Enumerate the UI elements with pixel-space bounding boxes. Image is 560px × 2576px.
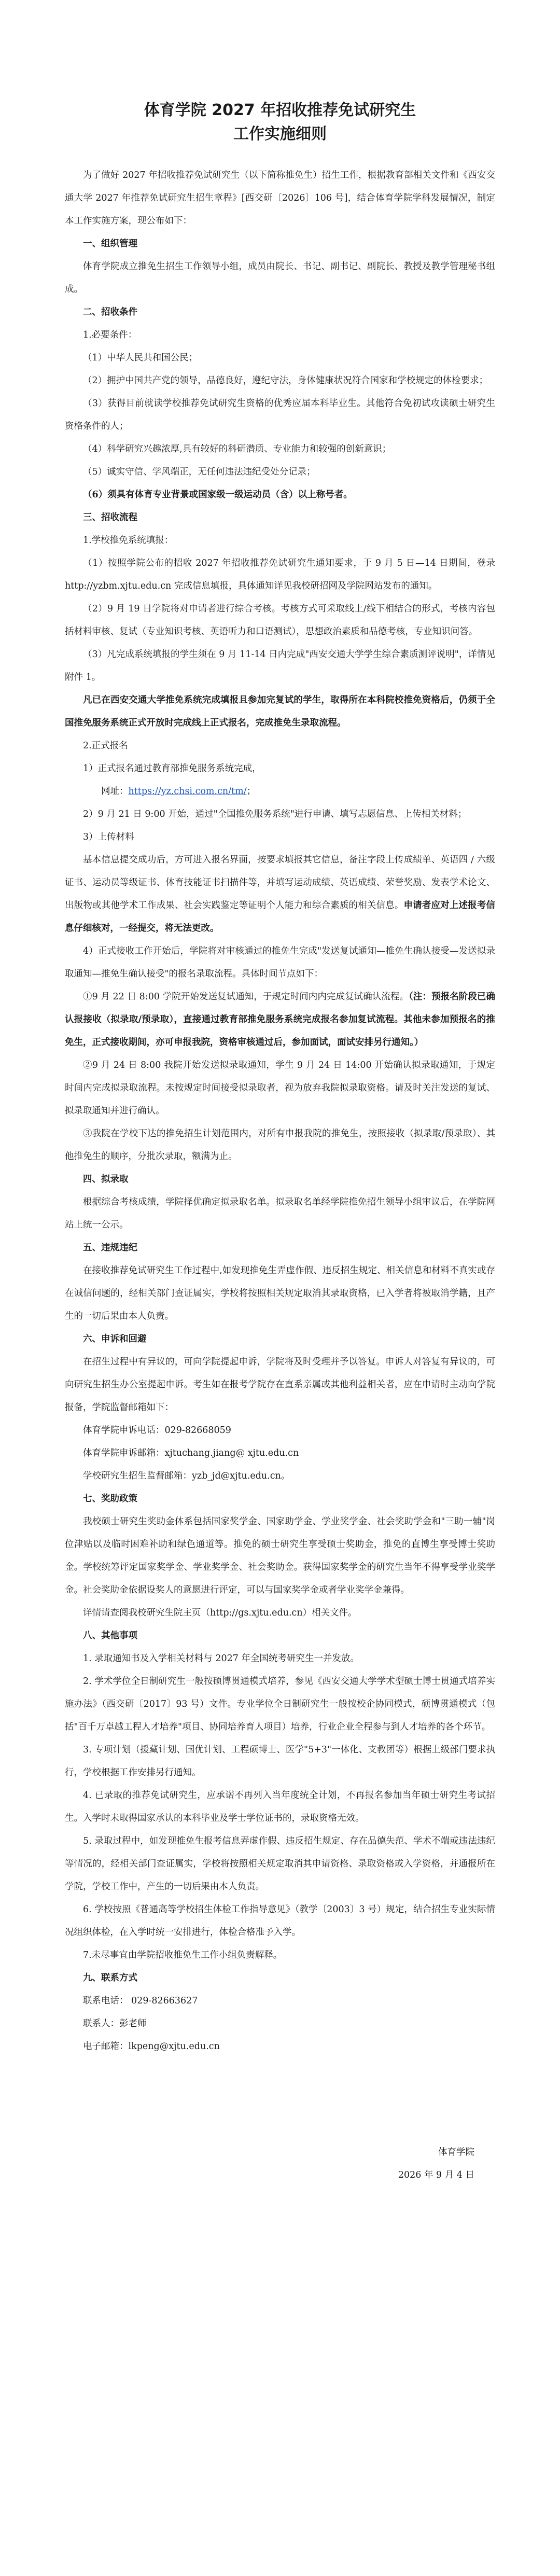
section-heading-scholarships: 七、奖助政策 [83, 1494, 137, 1504]
title-line-2: 工作实施细则 [233, 125, 327, 143]
other-item: 3. 专项计划（援藏计划、国优计划、工程硕博士、医学"5+3"一体化、支教团等）根据上级部门要求执行，学校根据工作安排另行通知。 [65, 1745, 495, 1778]
contact-email: 电子邮箱：lkpeng@xjtu.edu.cn [83, 2041, 220, 2052]
retest-paragraph [65, 985, 495, 1054]
other-item: 7.未尽事宜由学院招收推免生工作小组负责解释。 [83, 1950, 283, 1960]
appeals-email: 体育学院申诉邮箱：xjtuchang.jiang@ xjtu.edu.cn [83, 1448, 299, 1458]
process-paragraph-bold: 凡已在西安交通大学推免系统完成填报且参加完复试的学生，取得所在本科院校推免资格后，仍须于全国推免服务系统正式开放时完成线上正式报名，完成推免生录取流程。 [65, 695, 495, 728]
condition-item: （1）中华人民共和国公民； [83, 353, 198, 363]
section-heading-contact: 九、联系方式 [83, 1973, 137, 1983]
process-paragraph-3: （3）凡完成系统填报的学生须在 9 月 11-14 日内完成"西安交通大学学生综合素质测评说明"，详情见附件 1。 [65, 649, 495, 683]
other-item: 4. 已录取的推荐免试研究生，应承诺不再列入当年度统全计划，不再报名参加当年硕士研究生考试招生。入学时未取得国家承认的本科毕业及学士学位证书的，录取资格无效。 [65, 1790, 495, 1823]
signature-block [65, 2141, 495, 2187]
scholarships-text: 我校硕士研究生奖助金体系包括国家奖学金、国家助学金、学业奖学金、社会奖助学金和"三助一辅"岗位津贴以及临时困难补助和绿色通道等。推免的硕士研究生享受硕士奖助金，推免的直博生享受博士奖助金。学校统筹评定国家奖学金、学业奖学金、社会奖助金。获得国家奖学金的研究生当年不得享受学业奖学金。社会奖助金依据设奖人的意愿进行评定，可以与国家奖学金或者学业奖学金兼得。 [65, 1516, 495, 1595]
condition-item: （3）获得目前就读学校推荐免试研究生资格的优秀应届本科毕业生。其他符合免初试攻读硕士研究生资格条件的人； [65, 398, 495, 431]
supervision-email: 学校研究生招生监督邮箱：yzb_jd@xjtu.edu.cn。 [83, 1471, 290, 1481]
registration-site-link[interactable]: https://yz.chsi.com.cn/tm/ [128, 786, 247, 797]
upload-materials-paragraph [65, 848, 495, 940]
registration-site-end: ； [246, 786, 256, 797]
section-heading-admission: 四、拟录取 [83, 1174, 129, 1185]
section-heading-other: 八、其他事项 [83, 1631, 137, 1641]
retest-text: ①9 月 22 日 8:00 学院开始发送复试通知，于规定时间内内完成复试确认流程。 [83, 992, 409, 1002]
contact-phone: 联系电话： 029-82663627 [83, 1996, 198, 2006]
section-heading-organization: 一、组织管理 [83, 239, 137, 249]
admission-paragraph: ②9 月 24 日 8:00 我院开始发送拟录取通知，学生 9 月 24 日 14:00 开始确认拟录取通知，于规定时间内完成拟录取流程。未按规定时间接受拟录取者，视为放弃我院拟录取资格。请及时关注发送的复试、拟录取通知并进行确认。 [65, 1060, 495, 1116]
condition-item: （2）拥护中国共产党的领导，品德良好，遵纪守法，身体健康状况符合国家和学校规定的体检要求； [83, 375, 488, 386]
appeals-text: 在招生过程中有异议的，可向学院提起申诉，学院将及时受理并予以答复。申诉人对答复有异议的，可向研究生招生办公室提起申诉。考生如在报考学院存在直系亲属或其他利益相关者，应在申请时主动向学院报备，学院监督邮箱如下： [65, 1357, 495, 1413]
retest-note: （注：预报名阶段已确认报接收（拟录取/预录取），直接通过教育部推免服务系统完成报名参加复试流程。其他未参加预报名的推免生，正式接收期间，亦可申报我院，资格审核通过后，参加面试，面试安排另行通知。） [65, 992, 496, 1048]
upload-materials-warning: 申请者应对上述报考信息仔细核对，一经提交，将无法更改。 [65, 900, 495, 934]
other-item: 2. 学术学位全日制研究生一般按硕博贯通模式培养，参见《西安交通大学学术型硕士博士贯通式培养实施办法》（西交研〔2017〕93 号）文件。专业学位全日制研究生一般按校企协同模式，硕博贯通模式（包括"百千万卓越工程人才培养"项目、协同培养育人项目）培养，行业企业全程参与到人才培养的各个环节。 [65, 1676, 495, 1732]
appeals-phone: 体育学院申诉电话：029-82668059 [83, 1425, 231, 1436]
title-line-1: 体育学院 2027 年招收推荐免试研究生 [144, 101, 416, 119]
registration-step-2: 2）9 月 21 日 9:00 开始，通过"全国推免服务系统"进行申请、填写志愿信息、上传相关材料； [83, 809, 467, 819]
admission-text: 根据综合考核成绩，学院择优确定拟录取名单。拟录取名单经学院推免招生领导小组审议后，在学院网站上统一公示。 [65, 1197, 495, 1230]
section-heading-process: 三、招收流程 [83, 512, 137, 523]
conditions-subheading: 1.必要条件： [83, 330, 137, 340]
document-title [65, 99, 495, 146]
process-paragraph-2: （2）9 月 19 日学院将对申请者进行综合考核。考核方式可采取线上/线下相结合的形式，考核内容包括材料审核、复试（专业知识考核、英语听力和口语测试），思想政治素质和品德考核，专业知识问答。 [65, 604, 495, 637]
process-paragraph-formal: 4）正式接收工作开始后，学院将对审核通过的推免生完成"发送复试通知—推免生确认接受—发送拟录取通知—推免生确认接受"的报名录取流程。具体时间节点如下： [65, 946, 495, 979]
upload-materials-text: 基本信息提交成功后，方可进入报名界面，按要求填报其它信息，备注字段上传成绩单、英语四 / 六级证书、运动员等级证书、体育技能证书扫描件等，并填写运动成绩、英语成绩、荣誉奖励、发表学术论文、出版物或其他学术工作成果、社会实践鉴定等证明个人能力和综合素质的相关信息。 [65, 855, 495, 911]
violations-text: 在接收推荐免试研究生工作过程中,如发现推免生弄虚作假、违反招生规定、相关信息和材料不真实或存在诚信问题的，经相关部门查证属实，学校将按照相关规定取消其录取资格，已入学者将被取消学籍，且产生的一切后果由本人负责。 [65, 1265, 495, 1321]
registration-step-3: 3）上传材料 [83, 832, 134, 842]
process-paragraph-1: （1）按照学院公布的招收 2027 年招收推荐免试研究生通知要求，于 9 月 5 日—14 日期间，登录 http://yzbm.xjtu.edu.cn 完成信息填报，具体通知详见我校研招网及学院网站发布的通知。 [65, 558, 495, 591]
section-heading-conditions: 二、招收条件 [83, 307, 137, 317]
quota-paragraph: ③我院在学校下达的推免招生计划范围内，对所有申报我院的推免生，按照接收（拟录取/预录取）、其他推免生的顺序，分批次录取，额满为止。 [65, 1129, 495, 1162]
intro-paragraph: 为了做好 2027 年招收推荐免试研究生（以下简称推免生）招生工作，根据教育部相关文件和《西安交通大学 2027 年推荐免试研究生招生章程》[西交研〔2026〕106 号]，结合体育学院学科发展情况，制定本工作实施方案，现公布如下： [65, 170, 495, 226]
signature-date: 2026 年 9 月 4 日 [398, 2170, 474, 2180]
registration-step-1: 1）正式报名通过教育部推免服务系统完成， [83, 763, 261, 774]
condition-item: （5）诚实守信、学风端正，无任何违法违纪受处分记录； [83, 467, 316, 477]
process-subheading-registration: 2.正式报名 [83, 741, 128, 751]
section-heading-appeals: 六、申诉和回避 [83, 1334, 147, 1344]
condition-item: （4）科学研究兴趣浓厚,具有较好的科研潜质、专业能力和较强的创新意识； [83, 444, 391, 454]
registration-site-label: 网址： [101, 786, 129, 797]
process-subheading-school-system: 1.学校推免系统填报： [83, 535, 174, 546]
contact-person: 联系人：彭老师 [83, 2018, 147, 2029]
other-item: 1. 录取通知书及入学相关材料与 2027 年全国统考研究生一并发放。 [83, 1653, 359, 1664]
section-heading-violations: 五、违规违纪 [83, 1243, 137, 1253]
registration-site-line [65, 780, 495, 803]
other-item: 6. 学校按照《普通高等学校招生体检工作指导意见》（教学〔2003〕3 号）规定，结合招生专业实际情况组织体检，在入学时统一安排进行，体检合格准予入学。 [65, 1904, 495, 1938]
organization-paragraph: 体育学院成立推免生招生工作领导小组，成员由院长、书记、副书记、副院长、教授及教学管理秘书组成。 [65, 261, 495, 295]
scholarships-detail: 详情请查阅我校研究生院主页（http://gs.xjtu.edu.cn）相关文件。 [83, 1608, 357, 1618]
condition-item-bold: （6）须具有体育专业背景或国家级一级运动员（含）以上称号者。 [83, 490, 353, 500]
signature-org: 体育学院 [438, 2147, 474, 2157]
other-item: 5. 录取过程中，如发现推免生报考信息弄虚作假、违反招生规定、存在品德失范、学术不端或违法违纪等情况的，经相关部门查证属实，学校将按照相关规定取消其申请资格、录取资格或入学资格，并通报所在学院，学校工作中，产生的一切后果由本人负责。 [65, 1836, 495, 1892]
